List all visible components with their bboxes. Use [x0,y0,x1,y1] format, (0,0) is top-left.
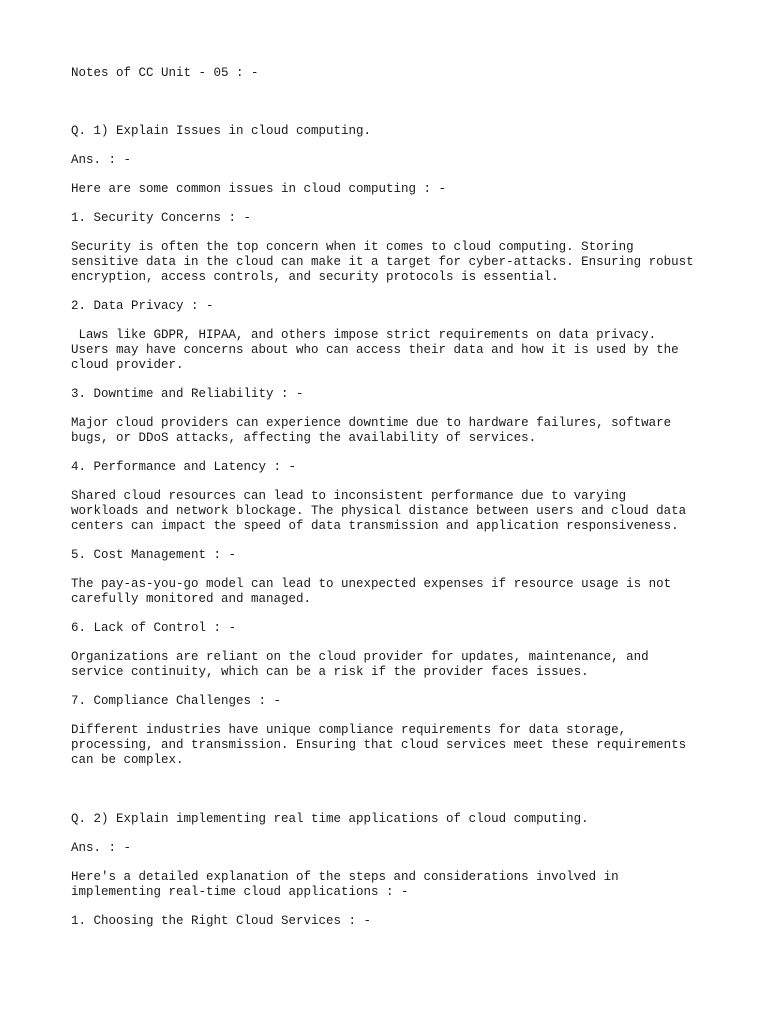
issue-paragraph [71,416,711,446]
paragraph-line: Here's a detailed explanation of the steps and considerations involved in [71,870,619,884]
spacer [71,680,711,694]
spacer [71,475,711,489]
spacer [71,402,711,416]
spacer [71,534,711,548]
issue-heading: 6. Lack of Control : - [71,621,237,635]
answer-intro-1: Here are some common issues in cloud computing : - [71,182,447,196]
spacer [71,314,711,328]
paragraph-line: sensitive data in the cloud can make it a target for cyber-attacks. Ensuring robust [71,255,694,269]
issue-heading: 5. Cost Management : - [71,548,237,562]
issue-paragraph [71,577,711,607]
spacer [71,373,711,387]
paragraph-line: Laws like GDPR, HIPAA, and others impose strict requirements on data privacy. [71,328,657,342]
paragraph-line: implementing real-time cloud applications : - [71,885,409,899]
spacer [71,900,711,914]
paragraph-line: Organizations are reliant on the cloud provider for updates, maintenance, and [71,650,649,664]
paragraph-line: workloads and network blockage. The physical distance between users and cloud data [71,504,687,518]
answer-label-1: Ans. : - [71,153,132,167]
answer-label-2: Ans. : - [71,841,132,855]
spacer [71,139,711,153]
issue-paragraph [71,240,711,285]
issue-heading: 1. Security Concerns : - [71,211,252,225]
document-title: Notes of CC Unit - 05 : - [71,66,259,80]
paragraph-line: Different industries have unique compliance requirements for data storage, [71,723,627,737]
question-1: Q. 1) Explain Issues in cloud computing. [71,124,372,138]
issue-paragraph [71,650,711,680]
spacer [71,768,711,812]
paragraph-line: cloud provider. [71,358,184,372]
spacer [71,168,711,182]
issue-heading: 4. Performance and Latency : - [71,460,297,474]
spacer [71,636,711,650]
spacer [71,446,711,460]
paragraph-line: Shared cloud resources can lead to inconsistent performance due to varying [71,489,627,503]
paragraph-line: can be complex. [71,753,184,767]
paragraph-line: The pay-as-you-go model can lead to unexpected expenses if resource usage is not [71,577,672,591]
answer-intro-2 [71,870,711,900]
paragraph-line: Users may have concerns about who can access their data and how it is used by the [71,343,679,357]
paragraph-line: service continuity, which can be a risk if the provider faces issues. [71,665,589,679]
issue-paragraph [71,489,711,534]
paragraph-line: centers can impact the speed of data transmission and application responsiveness. [71,519,679,533]
step-heading: 1. Choosing the Right Cloud Services : - [71,914,372,928]
spacer [71,197,711,211]
spacer [71,285,711,299]
issue-paragraph [71,723,711,768]
spacer [71,607,711,621]
spacer [71,709,711,723]
spacer [71,856,711,870]
issue-paragraph [71,328,711,373]
paragraph-line: Security is often the top concern when it comes to cloud computing. Storing [71,240,634,254]
spacer [71,226,711,240]
paragraph-line: bugs, or DDoS attacks, affecting the availability of services. [71,431,537,445]
document-page [71,66,711,929]
issue-heading: 3. Downtime and Reliability : - [71,387,304,401]
issue-heading: 7. Compliance Challenges : - [71,694,282,708]
paragraph-line: encryption, access controls, and security protocols is essential. [71,270,559,284]
paragraph-line: Major cloud providers can experience downtime due to hardware failures, software [71,416,672,430]
question-2: Q. 2) Explain implementing real time applications of cloud computing. [71,812,589,826]
spacer [71,827,711,841]
spacer [71,81,711,124]
paragraph-line: carefully monitored and managed. [71,592,312,606]
issue-heading: 2. Data Privacy : - [71,299,214,313]
spacer [71,563,711,577]
paragraph-line: processing, and transmission. Ensuring that cloud services meet these requirements [71,738,687,752]
